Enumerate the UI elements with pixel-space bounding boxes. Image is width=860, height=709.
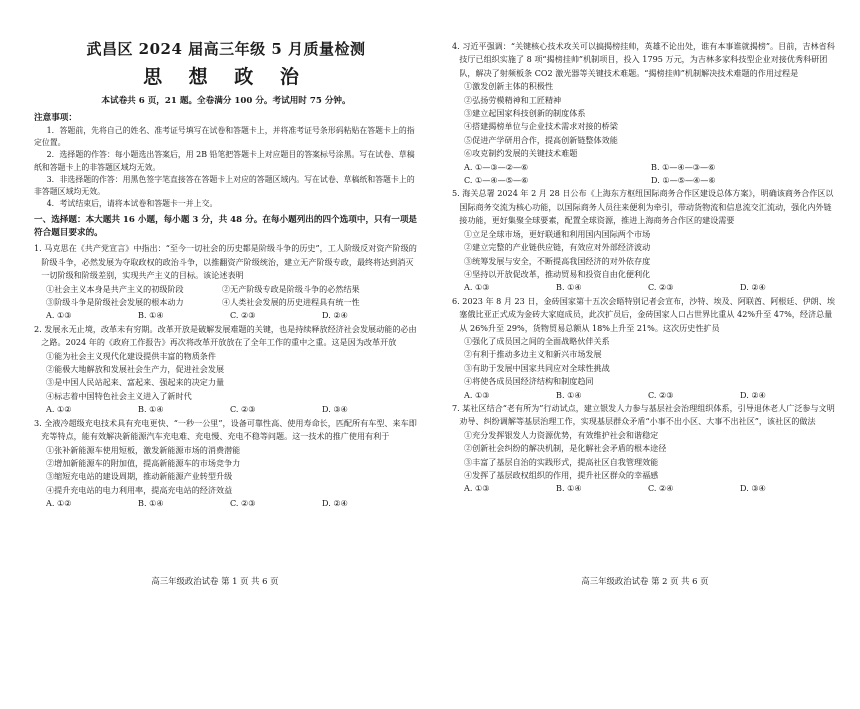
- question-2: [34, 323, 418, 417]
- question-5: [452, 187, 838, 294]
- answer-choice: A. ①②: [46, 498, 72, 509]
- answer-choice: A. ①③: [464, 389, 490, 400]
- answer-choice: D. ①—⑤—④—⑥: [651, 175, 716, 186]
- answer-choice: C. ②④: [648, 483, 674, 494]
- note-item: 2．选择题的作答：每小题选出答案后，用 2B 铅笔把答题卡上对应题目的答案标号涂黑。写在试卷、草稿纸和答题卡上的非答题区域均无效。: [34, 150, 415, 172]
- option: ④提升充电站的电力利用率，提高充电站的经济效益: [46, 484, 233, 495]
- answer-choice: C. ②③: [648, 389, 674, 400]
- option: ④坚持以开放促改革，推动贸易和投资自由化便利化: [464, 268, 651, 279]
- answer-choice: B. ①④: [556, 483, 582, 494]
- question-4: [452, 40, 838, 187]
- exam-info: 本试卷共 6 页，21 题。全卷满分 100 分。考试用时 75 分钟。: [101, 96, 351, 106]
- answer-choice: D. ②④: [740, 282, 766, 293]
- option: ①立足全球市场，更好联通和利用国内国际两个市场: [464, 228, 651, 239]
- option: ④标志着中国特色社会主义进入了新时代: [46, 390, 192, 401]
- answer-choice: D. ②④: [740, 389, 766, 400]
- option: ③建立起国家科技创新的制度体系: [464, 108, 586, 119]
- option: ③阶级斗争是阶级社会发展的根本动力: [46, 297, 184, 308]
- answer-choice: C. ①—④—⑤—⑥: [464, 175, 529, 186]
- page-footer: 高三年级政治试卷 第 1 页 共 6 页: [151, 576, 279, 586]
- option: ④将使各成员国经济结构和制度趋同: [464, 376, 594, 387]
- answer-choice: A. ①③: [46, 310, 72, 321]
- question-stem: 5. 海关总署 2024 年 2 月 28 日公布《上海东方枢纽国际商务合作区建设总体方案》，明确该商务合作区以国际商务交流为核心功能，以国际商务人员往来便利为牵引，带动货物流和信息流交汇流动，强化内外链接功能，更好集聚全球要素，配置全球资源，推进上海商务合作区的建设需要: [452, 188, 834, 226]
- option: ③有助于发展中国家共同应对全球性挑战: [464, 362, 610, 373]
- question-stem: 7. 某社区结合“老有所为”行动试点，建立银发人力参与基层社会治理组织体系，引导退休老人广泛参与文明劝导、纠纷调解等基层治理工作，实现基层群众矛盾“小事不出小区、大事不出社区”，该社区的做法: [452, 402, 835, 427]
- option: ②弘扬劳模精神和工匠精神: [464, 94, 562, 105]
- question-stem: 2. 发展永无止境，改革未有穷期。改革开放是破解发展难题的关键，也是持续释放经济社会发展动能的必由之路。2024 年的《政府工作报告》再次将改革开放放在了全年工作的重中之重。这是因为改革开放: [34, 323, 417, 348]
- option: ②增加新能源车的附加值，提高新能源车的市场竞争力: [46, 457, 241, 468]
- answer-choice: C. ②③: [230, 498, 256, 509]
- option: ③缩短充电站的建设周期，推动新能源产业转型升级: [46, 471, 233, 482]
- exam-page-2: [430, 0, 860, 709]
- answer-choice: A. ①—③—②—⑥: [464, 161, 529, 172]
- question-stem: 4. 习近平强调：“关键核心技术攻关可以搞揭榜挂帅，英雄不论出处，谁有本事谁就揭榜”。目前，吉林省科技厅已组织实施了 8 项“揭榜挂帅”机制项目，投入 1795 万元，为吉林多家科技型企业对接优秀科研团队，解决了射频板条 CO2 激光器等关键技术难题。“揭榜挂帅”机制解决技术难题的作用过程是: [452, 41, 835, 78]
- note-item: 1．答题前，先将自己的姓名、准考证号填写在试卷和答题卡上，并将准考证号条形码粘贴在答题卡上的指定位置。: [34, 126, 415, 148]
- answer-choice: D. ③④: [740, 483, 766, 494]
- answer-choice: C. ②③: [648, 282, 674, 293]
- notes-heading: 注意事项：: [34, 113, 77, 123]
- question-stem: 3. 全液冷超级充电技术具有充电更快、“一秒一公里”，设备可靠性高、使用寿命长，匹配所有车型、来车即充等特点，能有效解决新能源汽车充电难、充电慢、充电不稳等问题。这一技术的推广使用有利于: [34, 417, 417, 442]
- option: ②建立完整的产业链供应链，有效应对外部经济波动: [464, 242, 651, 253]
- note-item: 3．非选择题的作答：用黑色签字笔直接答在答题卡上对应的答题区域内。写在试卷、草稿纸和答题卡上的非答题区域均无效。: [34, 174, 415, 197]
- option: ③丰富了基层自治的实践形式，提高社区自我管理效能: [464, 456, 659, 467]
- answer-choice: B. ①④: [138, 498, 164, 509]
- question-1: [34, 242, 418, 322]
- question-7: [452, 402, 838, 496]
- answer-choice: B. ①④: [138, 404, 164, 415]
- option: ⑥攻克制约发展的关键技术难题: [464, 148, 578, 159]
- section-heading: 一、选择题：本大题共 16 小题，每小题 3 分，共 48 分。在每小题列出的四个选项中，只有一项是符合题目要求的。: [34, 215, 418, 239]
- option: ③统筹发展与安全，不断提高我国经济的对外依存度: [464, 255, 651, 266]
- answer-choice: D. ②④: [322, 498, 348, 509]
- answer-choice: B. ①④: [138, 310, 164, 321]
- option: ④发挥了基层政权组织的作用，提升社区群众的幸福感: [464, 470, 659, 480]
- question-3: [34, 417, 418, 511]
- page-footer: 高三年级政治试卷 第 2 页 共 6 页: [581, 576, 709, 586]
- answer-choice: D. ③④: [322, 404, 348, 415]
- option: ④人类社会发展的历史进程具有统一性: [222, 297, 360, 308]
- answer-choice: A. ①②: [46, 404, 72, 415]
- answer-choice: D. ②④: [322, 310, 348, 321]
- answer-choice: A. ①③: [464, 282, 490, 293]
- option: ①充分发挥银发人力资源优势，有效维护社会和谐稳定: [464, 429, 659, 440]
- answer-choice: C. ②③: [230, 404, 256, 415]
- answer-choice: B. ①—④—③—⑥: [651, 161, 716, 172]
- answer-choice: B. ①④: [556, 389, 582, 400]
- option: ①激发创新主体的积极性: [464, 81, 554, 92]
- option: ③是中国人民站起来、富起来、强起来的决定力量: [46, 377, 225, 388]
- option: ⑤促进产学研用合作，提高创新链整体效能: [464, 134, 618, 145]
- exam-title: 武昌区 2024 届高三年级 5 月质量检测: [86, 40, 366, 58]
- answer-choice: A. ①③: [464, 483, 490, 494]
- subject-title: 思 想 政 治: [143, 66, 309, 88]
- option: ④搭建揭榜单位与企业技术需求对接的桥梁: [464, 121, 618, 132]
- option: ①强化了成员国之间的全面战略伙伴关系: [464, 335, 610, 346]
- question-stem: 1. 马克思在《共产党宣言》中指出：“至今一切社会的历史都是阶级斗争的历史”，工人阶级反对资产阶级的阶级斗争，必然发展为夺取政权的政治斗争，以推翻资产阶级统治，建立无产阶级专政，最终将达到消灭一切阶级和阶级差别，实现共产主义的目标。该论述表明: [34, 243, 417, 281]
- question-6: [452, 295, 838, 402]
- option: ②创新社会纠纷的解决机制，是化解社会矛盾的根本途径: [464, 443, 667, 454]
- option: ②有利于推动多边主义和新兴市场发展: [464, 349, 602, 360]
- option: ②无产阶级专政是阶级斗争的必然结果: [222, 283, 360, 294]
- question-stem: 6. 2023 年 8 月 23 日，金砖国家第十五次会晤特别记者会宣布，沙特、埃及、阿联酋、阿根廷、伊朗、埃塞俄比亚正式成为金砖大家庭成员，此次扩员后，金砖国家人口占世界比重从 42%升至 47%，经济总量从 26%升至 29%，货物贸易总额从 18%上升至 21%。这次历史性扩员: [452, 295, 835, 333]
- note-item: 4．考试结束后，请将本试卷和答题卡一并上交。: [46, 199, 218, 209]
- option: ②能极大地解放和发展社会生产力，促进社会发展: [46, 364, 225, 375]
- option: ①张补新能源车使用短板，激发新能源市场的消费潜能: [46, 444, 241, 455]
- option: ①社会主义本身是共产主义的初级阶段: [46, 283, 184, 294]
- answer-choice: B. ①④: [556, 282, 582, 293]
- answer-choice: C. ②③: [230, 310, 256, 321]
- option: ①能为社会主义现代化建设提供丰富的物质条件: [46, 350, 216, 361]
